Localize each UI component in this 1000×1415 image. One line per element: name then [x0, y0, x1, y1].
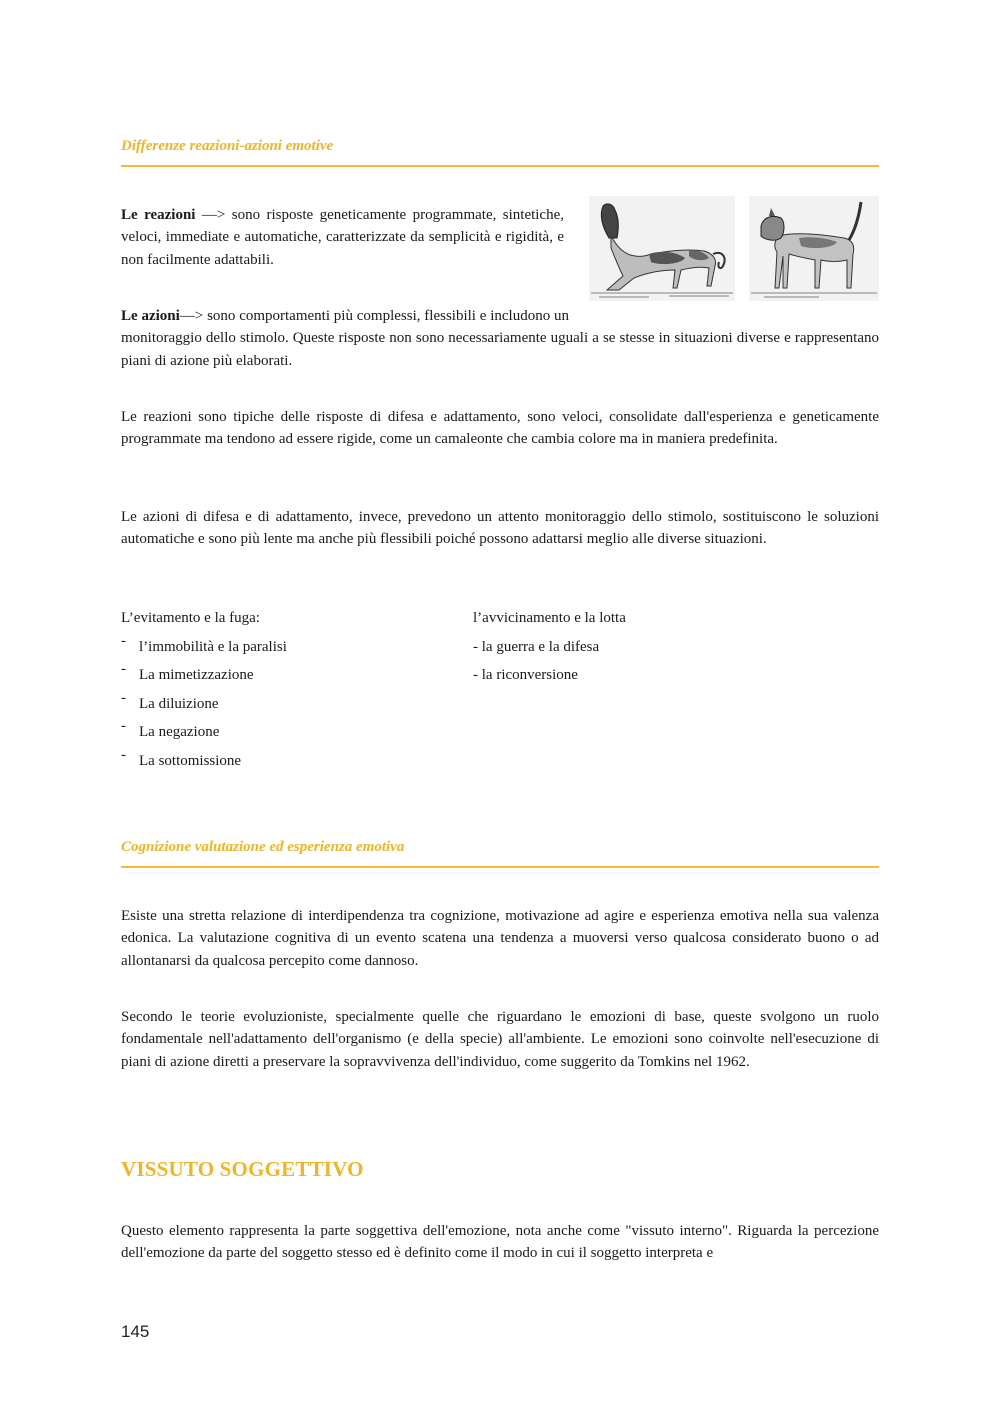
- section-title-differenze: Differenze reazioni-azioni emotive: [121, 137, 879, 167]
- list-item: - La sottomissione: [121, 747, 461, 776]
- azioni-text: sono comportamenti più complessi, flessibili e includono un monitoraggio dello stimolo. Queste risposte non sono necessariamente uguali a se stesse in situazioni diverse e rappresentano piani di azione più elaborati.: [121, 308, 879, 369]
- list-evitamento: [121, 604, 461, 776]
- dash-marker: -: [121, 718, 126, 735]
- paragraph-teorie-evoluzioniste: Secondo le teorie evoluzioniste, specialmente quelle che riguardano le emozioni di base, queste svolgono un ruolo fondamentale nell'adattamento dell'organismo (e della specie) all'ambiente. Le emozioni sono coinvolte nell'esecuzione di piani di azione diretti a preservare la sopravvivenza dell'individuo, come suggerito da Tomkins nel 1962.: [121, 1009, 879, 1070]
- list-avvicinamento: [473, 604, 873, 690]
- dog-aggressive-image: [749, 196, 879, 301]
- list-item: - la riconversione: [473, 667, 578, 684]
- paragraph-azioni-difesa: Le azioni di difesa e di adattamento, invece, prevedono un attento monitoraggio dello stimolo, sostituiscono le soluzioni automatiche e sono più lente ma anche più flessibili poiché possono adattarsi meglio alle diverse situazioni.: [121, 509, 879, 548]
- heading-vissuto-soggettivo: VISSUTO SOGGETTIVO: [121, 1157, 364, 1181]
- azioni-definition: [121, 305, 879, 372]
- paragraph-reazioni-tipiche: Le reazioni sono tipiche delle risposte di difesa e adattamento, sono veloci, consolidate dall'esperienza e geneticamente programmate ma tendono ad essere rigide, come un camaleonte che cambia colore ma in maniera predefinita.: [121, 409, 879, 448]
- reazioni-text: sono risposte geneticamente programmate, sintetiche, veloci, immediate e automatiche, caratterizzate da semplicità e rigidità, e non facilmente adattabili.: [121, 207, 564, 268]
- section-title-cognizione: Cognizione valutazione ed esperienza emotiva: [121, 838, 879, 868]
- reazioni-term: Le reazioni: [121, 207, 196, 223]
- paragraph-interdipendenza: Esiste una stretta relazione di interdipendenza tra cognizione, motivazione ad agire e esperienza emotiva nella sua valenza edonica. La valutazione cognitiva di un evento scatena una tendenza a muoversi verso qualcosa considerato buono o ad allontanarsi da qualcosa percepito come dannoso.: [121, 908, 879, 969]
- azioni-arrow: —>: [179, 308, 208, 324]
- list-item: - l’immobilità e la paralisi: [121, 633, 461, 662]
- paragraph-vissuto: Questo elemento rappresenta la parte soggettiva dell'emozione, nota anche come "vissuto interno". Riguarda la percezione dell'emozione da parte del soggetto stesso ed è definito come il modo in cui il soggetto interpreta e: [121, 1223, 879, 1262]
- reazioni-arrow: —>: [195, 207, 232, 223]
- reazioni-definition: [121, 204, 564, 271]
- dash-marker: -: [121, 689, 126, 706]
- dash-marker: -: [121, 746, 126, 763]
- list-item: - La diluizione: [121, 690, 461, 719]
- dash-marker: -: [121, 661, 126, 678]
- page-number: 145: [121, 1322, 150, 1341]
- list-item: - La mimetizzazione: [121, 661, 461, 690]
- list-item: - La negazione: [121, 718, 461, 747]
- azioni-term: Le azioni: [121, 308, 180, 324]
- list-item: - la guerra e la difesa: [473, 638, 600, 655]
- list-avvicinamento-heading: l’avvicinamento e la lotta: [473, 610, 626, 626]
- dog-submissive-image: [589, 196, 735, 301]
- dogs-illustration: [589, 196, 879, 301]
- dash-marker: -: [121, 632, 126, 649]
- list-evitamento-heading: L’evitamento e la fuga:: [121, 610, 260, 626]
